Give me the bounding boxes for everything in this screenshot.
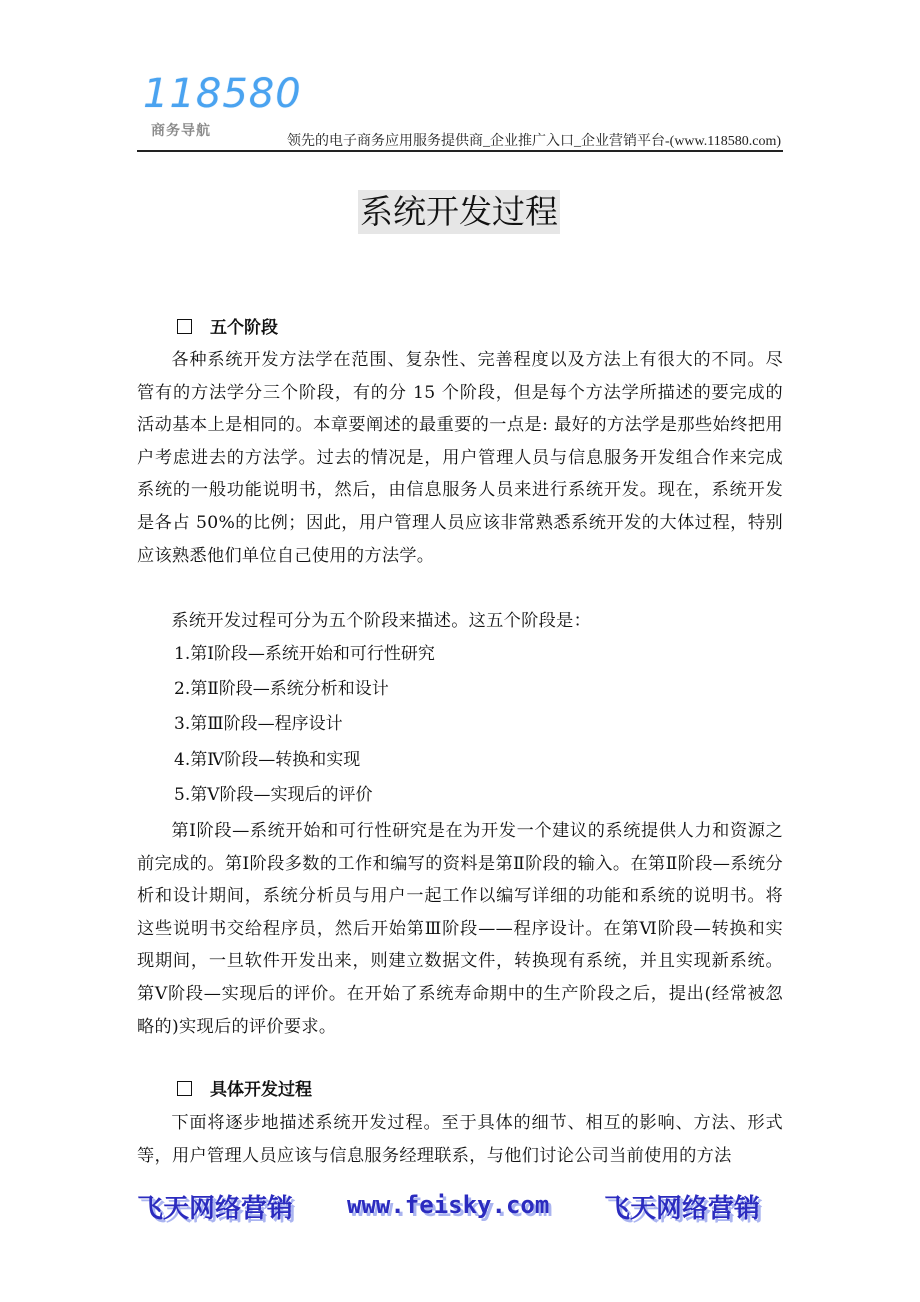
footer-url-link[interactable]: www.feisky.com xyxy=(347,1191,550,1219)
footer-brand-right: 飞天网络营销 xyxy=(604,1194,761,1224)
footer-brand-left: 飞天网络营销 xyxy=(137,1194,294,1224)
logo-subtitle: 商务导航 xyxy=(151,123,211,139)
section-heading-dev-process xyxy=(177,1074,312,1106)
page-footer xyxy=(137,1188,783,1224)
paragraph-dev-process: 下面将逐步地描述系统开发过程。至于具体的细节、相互的影响、方法、形式等，用户管理人员应该与信息服务经理联系，与他们讨论公司当前使用的方法 xyxy=(137,1113,783,1166)
section-heading-five-stages xyxy=(177,312,278,344)
list-item-stage-5: 5.第Ⅴ阶段—实现后的评价 xyxy=(174,785,373,805)
section-heading-label: 五个阶段 xyxy=(210,318,278,338)
paragraph-intro: 各种系统开发方法学在范围、复杂性、完善程度以及方法上有很大的不同。尽管有的方法学分三个阶段，有的分 15 个阶段，但是每个方法学所描述的要完成的活动基本上是相同的。本章要阐述的最重要的一点是: 最好的方法学是那些始终把用户考虑进去的方法学。过去的情况是，用户管理人员与信息服务开发组合作来完成系统的一般功能说明书，然后，由信息服务人员来进行系统开发。现在，系统开发是各占 50%的比例；因此，用户管理人员应该非常熟悉系统开发的大体过程，特别应该熟悉他们单位自己使用的方法学。 xyxy=(137,350,783,566)
list-item-stage-4: 4.第Ⅳ阶段—转换和实现 xyxy=(174,750,361,770)
document-title: 系统开发过程 xyxy=(358,190,560,234)
section-heading-label: 具体开发过程 xyxy=(210,1080,312,1100)
list-item-stage-1: 1.第Ⅰ阶段—系统开始和可行性研究 xyxy=(174,644,435,664)
paragraph-stages-detail: 第Ⅰ阶段—系统开始和可行性研究是在为开发一个建议的系统提供人力和资源之前完成的。第Ⅰ阶段多数的工作和编写的资料是第Ⅱ阶段的输入。在第Ⅱ阶段—系统分析和设计期间，系统分析员与用户一起工作以编写详细的功能和系统的说明书。将这些说明书交给程序员，然后开始第Ⅲ阶段——程序设计。在第Ⅵ阶段—转换和实现期间，一旦软件开发出来，则建立数据文件，转换现有系统，并且实现新系统。第Ⅴ阶段—实现后的评价。在开始了系统寿命期中的生产阶段之后，提出(经常被忽略的)实现后的评价要求。 xyxy=(137,821,783,1037)
page-header xyxy=(137,70,783,152)
list-item-stage-2: 2.第Ⅱ阶段—系统分析和设计 xyxy=(174,679,389,699)
header-tagline: 领先的电子商务应用服务提供商_企业推广入口_企业营销平台-(www.118580.com) xyxy=(287,134,781,149)
checkbox-square-icon xyxy=(177,319,192,334)
checkbox-square-icon xyxy=(177,1081,192,1096)
logo-118580: 118580 xyxy=(143,71,302,117)
paragraph-stages-intro: 系统开发过程可分为五个阶段来描述。这五个阶段是： xyxy=(171,611,592,631)
list-item-stage-3: 3.第Ⅲ阶段—程序设计 xyxy=(174,714,343,734)
header-divider xyxy=(137,150,783,152)
